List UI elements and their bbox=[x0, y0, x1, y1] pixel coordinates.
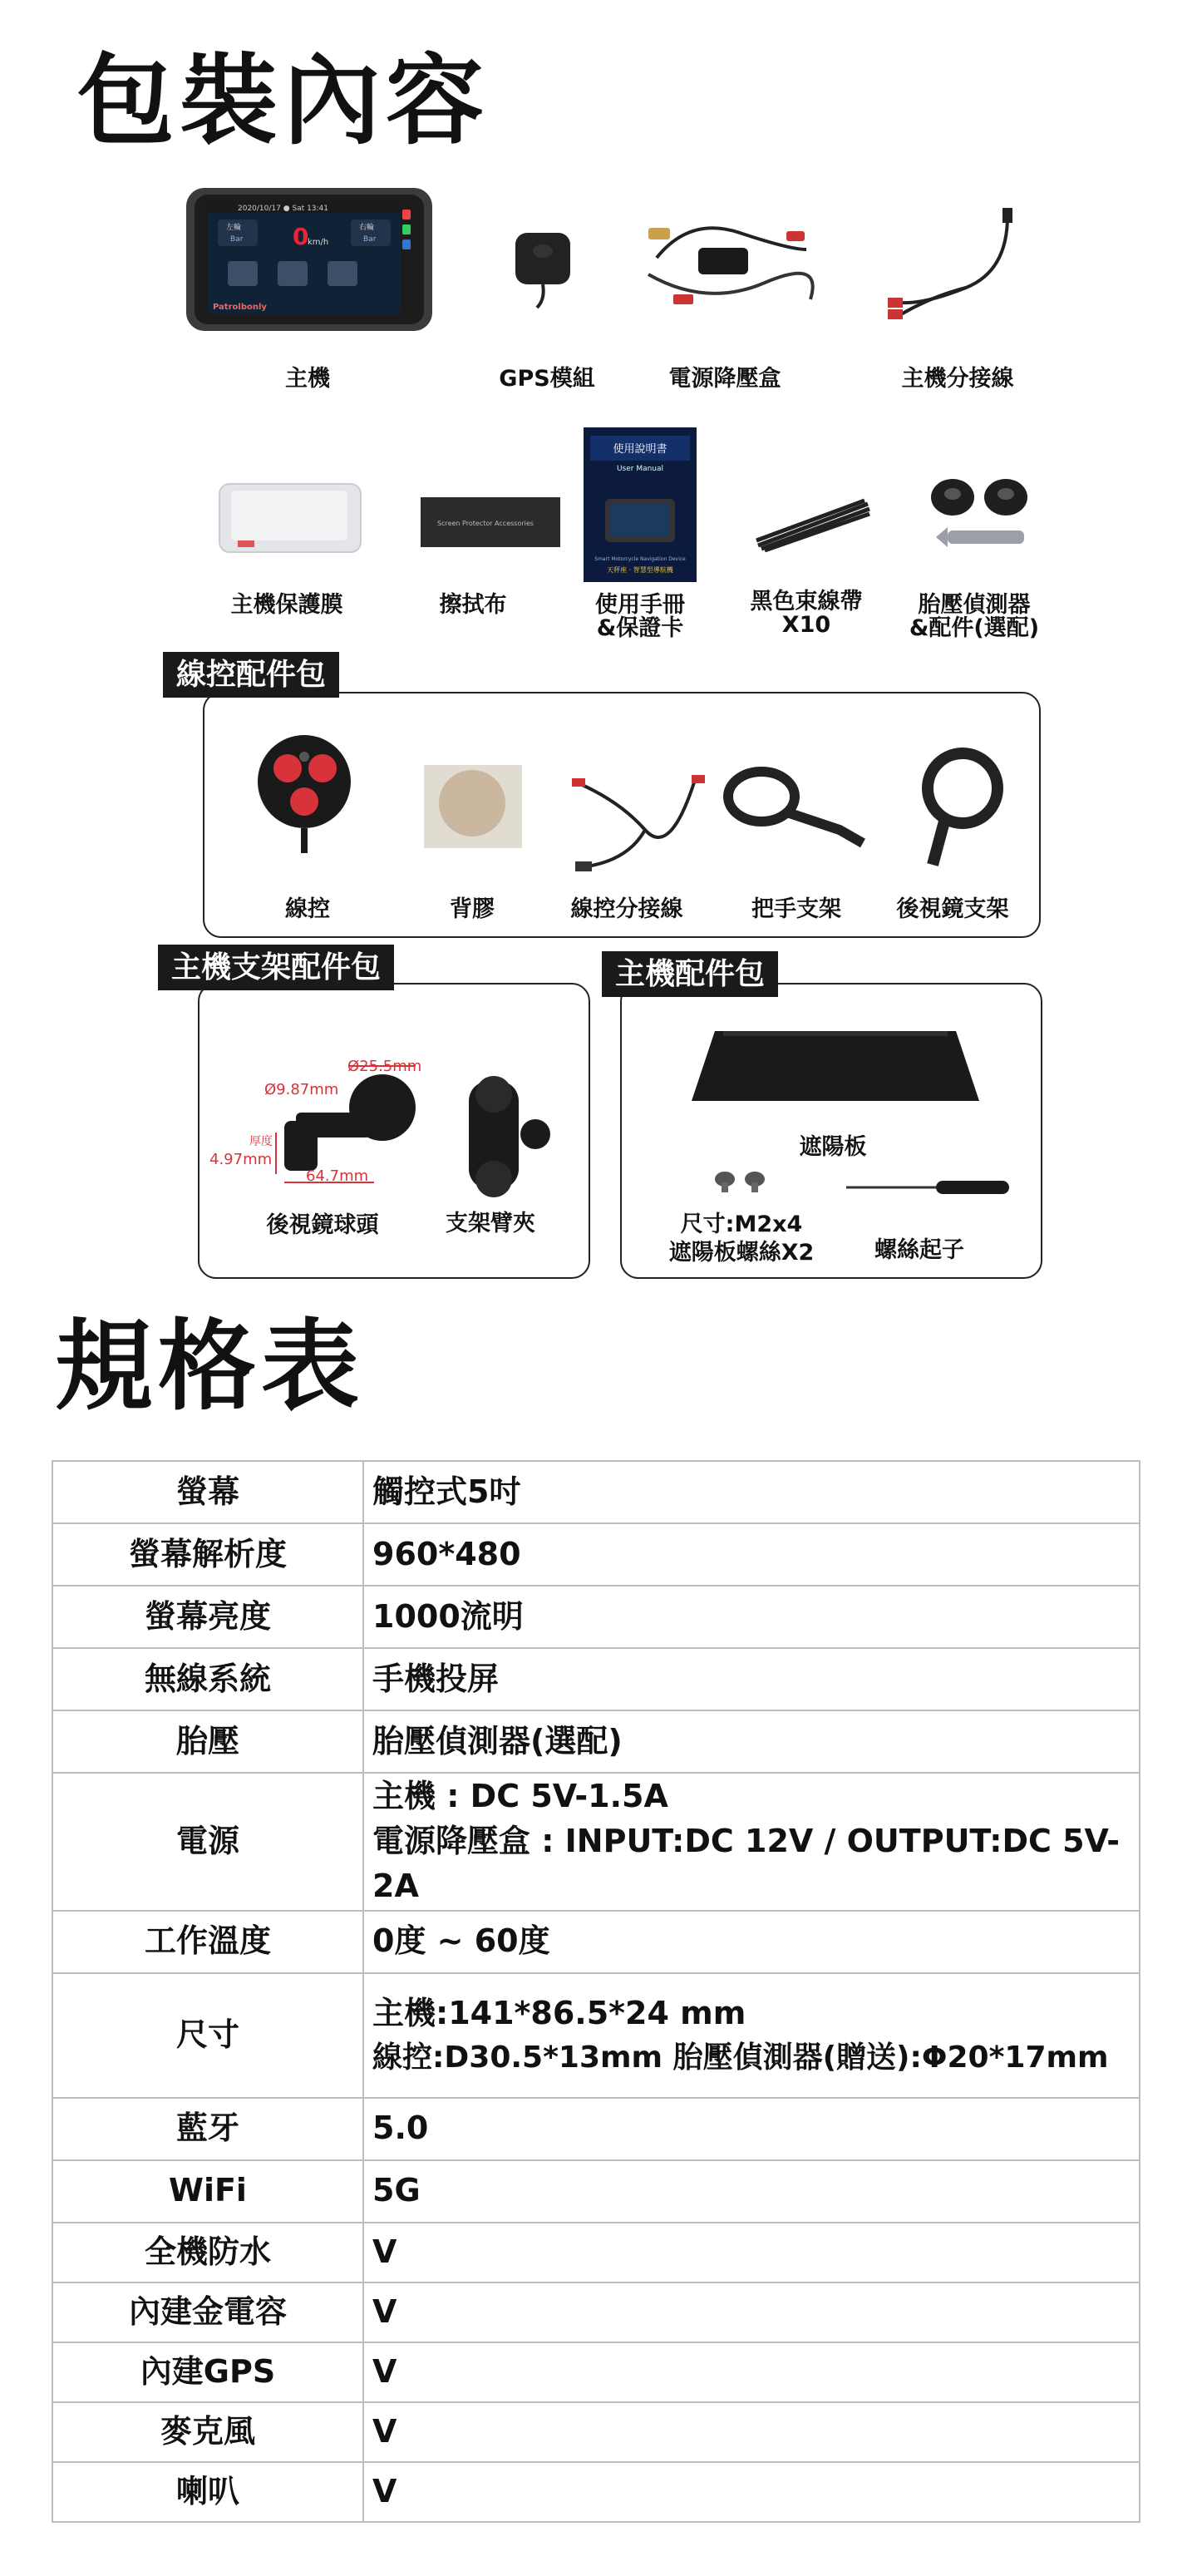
item-caption: 黑色束線帶 X10 bbox=[750, 589, 863, 639]
spec-key: 無線系統 bbox=[52, 1648, 363, 1710]
remote-kit-label: 線控配件包 bbox=[163, 652, 339, 698]
cable-ties-image bbox=[755, 494, 871, 552]
split-cable-image bbox=[883, 205, 1032, 321]
svg-text:Patrolbonly: Patrolbonly bbox=[213, 303, 267, 312]
spec-key: 內建GPS bbox=[52, 2342, 363, 2402]
svg-text:Screen Protector Accessories: Screen Protector Accessories bbox=[437, 520, 534, 527]
table-row bbox=[52, 2402, 1140, 2462]
arm-clamp-image bbox=[444, 1073, 552, 1202]
spec-value: 手機投屏 bbox=[363, 1648, 1140, 1710]
remote-split-cable-image bbox=[570, 768, 708, 876]
spec-key: 電源 bbox=[52, 1773, 363, 1911]
spec-value: 5G bbox=[363, 2160, 1140, 2223]
spec-key: WiFi bbox=[52, 2160, 363, 2223]
main-unit-image bbox=[185, 185, 434, 334]
spec-value: 胎壓偵測器(選配) bbox=[363, 1710, 1140, 1773]
spec-key: 螢幕解析度 bbox=[52, 1523, 363, 1586]
svg-text:左輪: 左輪 bbox=[226, 224, 242, 232]
spec-value: V bbox=[363, 2282, 1140, 2342]
svg-text:Smart Motorcycle Navigation De: Smart Motorcycle Navigation Device bbox=[594, 556, 686, 562]
spec-key: 工作溫度 bbox=[52, 1911, 363, 1973]
table-row bbox=[52, 2462, 1140, 2522]
thickness-value: 4.97mm bbox=[209, 1151, 273, 1168]
table-row bbox=[52, 1773, 1140, 1911]
table-row bbox=[52, 1710, 1140, 1773]
spec-value: V bbox=[363, 2402, 1140, 2462]
spec-key: 尺寸 bbox=[52, 1973, 363, 2098]
accessory-kit-label: 主機配件包 bbox=[602, 951, 778, 997]
svg-text:天秤座 · 智慧型導航機: 天秤座 · 智慧型導航機 bbox=[607, 566, 673, 574]
spec-value: 5.0 bbox=[363, 2098, 1140, 2160]
table-row bbox=[52, 1523, 1140, 1586]
svg-text:0: 0 bbox=[293, 223, 309, 250]
thickness-label: 厚度 bbox=[249, 1135, 273, 1148]
user-manual-image bbox=[584, 427, 697, 582]
table-row bbox=[52, 1586, 1140, 1648]
sunshade-image bbox=[690, 1028, 981, 1106]
item-caption: 電源降壓盒 bbox=[668, 366, 781, 392]
svg-text:Bar: Bar bbox=[230, 235, 244, 244]
svg-text:2020/10/17 ● Sat 13:41: 2020/10/17 ● Sat 13:41 bbox=[238, 205, 329, 213]
spec-value: V bbox=[363, 2223, 1140, 2282]
hole-diameter: Ø9.87mm bbox=[264, 1081, 339, 1098]
table-row bbox=[52, 1911, 1140, 1973]
svg-text:使用說明書: 使用說明書 bbox=[613, 443, 667, 456]
spec-value-line: 線控:D30.5*13mm 胎壓偵測器(贈送):Φ20*17mm bbox=[372, 2041, 1109, 2075]
item-caption: 螺絲起子 bbox=[874, 1237, 964, 1263]
svg-text:User Manual: User Manual bbox=[616, 465, 664, 473]
handlebar-mount-image bbox=[723, 763, 868, 850]
screwdriver-image bbox=[845, 1179, 1011, 1196]
item-caption: GPS模組 bbox=[499, 366, 595, 392]
screen-protector-image bbox=[218, 482, 362, 554]
mount-kit-label: 主機支架配件包 bbox=[158, 945, 394, 990]
tire-sensor-image bbox=[923, 474, 1036, 560]
item-caption: 背膠 bbox=[450, 896, 495, 922]
table-row bbox=[52, 1461, 1140, 1523]
item-caption: 線控 bbox=[285, 896, 330, 922]
spec-value: 觸控式5吋 bbox=[363, 1461, 1140, 1523]
spec-key: 喇叭 bbox=[52, 2462, 363, 2522]
item-caption: 後視鏡球頭 bbox=[266, 1212, 379, 1238]
spec-table bbox=[52, 1460, 1140, 2523]
spec-key: 全機防水 bbox=[52, 2223, 363, 2282]
item-caption: 把手支架 bbox=[751, 896, 841, 922]
ball-diameter: Ø25.5mm bbox=[347, 1058, 422, 1075]
spec-value: 1000流明 bbox=[363, 1586, 1140, 1648]
spec-key: 螢幕亮度 bbox=[52, 1586, 363, 1648]
spec-key: 胎壓 bbox=[52, 1710, 363, 1773]
table-row bbox=[52, 2223, 1140, 2282]
gps-module-image bbox=[512, 226, 574, 309]
table-row bbox=[52, 1973, 1140, 2098]
item-caption: 使用手冊 &保證卡 bbox=[595, 592, 685, 642]
spec-value bbox=[363, 1973, 1140, 2098]
spec-value-line: 主機 : DC 5V-1.5A bbox=[372, 1778, 668, 1814]
spec-key: 內建金電容 bbox=[52, 2282, 363, 2342]
spec-key: 螢幕 bbox=[52, 1461, 363, 1523]
item-caption: 主機保護膜 bbox=[230, 592, 343, 618]
power-box-image bbox=[640, 208, 815, 316]
item-caption: 後視鏡支架 bbox=[896, 896, 1009, 922]
spec-value: 960*480 bbox=[363, 1523, 1140, 1586]
table-row bbox=[52, 2282, 1140, 2342]
item-caption: 支架臂夾 bbox=[446, 1211, 535, 1236]
item-caption: 遮陽板 bbox=[799, 1134, 867, 1160]
spec-value-line: 電源降壓盒 : INPUT:DC 12V / OUTPUT:DC 5V-2A bbox=[372, 1822, 1120, 1904]
spec-title: 規格表 bbox=[55, 1309, 365, 1424]
table-row bbox=[52, 2342, 1140, 2402]
spec-key: 藍牙 bbox=[52, 2098, 363, 2160]
length-value: 64.7mm bbox=[306, 1167, 369, 1185]
spec-value: 0度 ~ 60度 bbox=[363, 1911, 1140, 1973]
item-caption: 線控分接線 bbox=[570, 896, 683, 922]
item-caption: 主機 bbox=[285, 366, 330, 392]
mirror-mount-image bbox=[914, 740, 1007, 870]
item-caption: 擦拭布 bbox=[439, 592, 507, 618]
spec-value bbox=[363, 1773, 1140, 1911]
svg-text:Bar: Bar bbox=[363, 235, 377, 244]
table-row bbox=[52, 1648, 1140, 1710]
svg-text:km/h: km/h bbox=[308, 238, 329, 247]
package-title: 包裝內容 bbox=[76, 43, 490, 158]
spec-value: V bbox=[363, 2462, 1140, 2522]
cleaning-cloth-image bbox=[421, 497, 560, 547]
spec-key: 麥克風 bbox=[52, 2402, 363, 2462]
spec-value-line: 主機:141*86.5*24 mm bbox=[372, 1995, 746, 2032]
screws-image bbox=[712, 1169, 773, 1194]
item-caption: 尺寸:M2x4 遮陽板螺絲X2 bbox=[668, 1212, 815, 1266]
svg-text:右輪: 右輪 bbox=[359, 224, 375, 232]
adhesive-pad-image bbox=[422, 763, 524, 850]
remote-control-image bbox=[254, 732, 354, 856]
table-row bbox=[52, 2098, 1140, 2160]
item-caption: 主機分接線 bbox=[901, 366, 1014, 392]
spec-value: V bbox=[363, 2342, 1140, 2402]
item-caption: 胎壓偵測器 &配件(選配) bbox=[909, 592, 1040, 642]
table-row bbox=[52, 2160, 1140, 2223]
